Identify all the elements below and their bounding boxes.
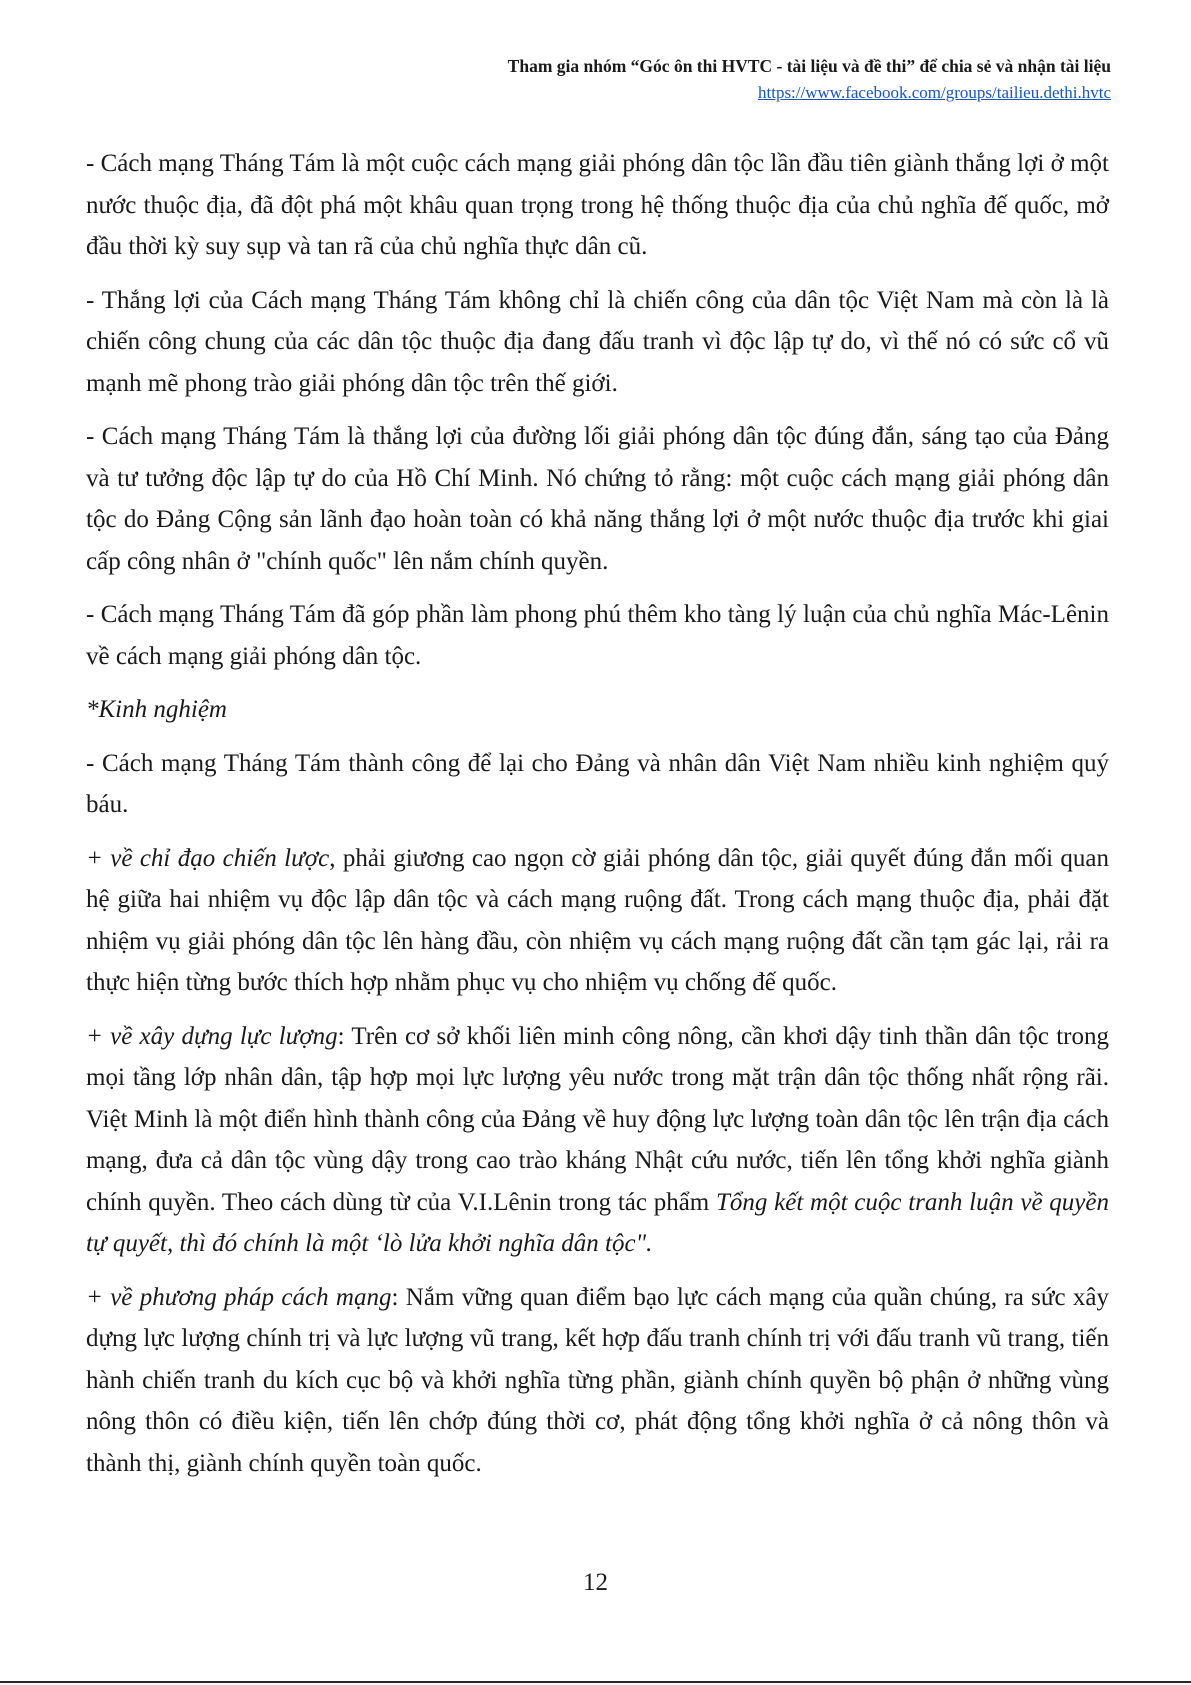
bottom-divider: [0, 1681, 1191, 1683]
paragraph-lessons-intro: - Cách mạng Tháng Tám thành công để lại cho Đảng và nhân dân Việt Nam nhiều kinh nghiệm quý báu.: [86, 749, 1109, 818]
paragraph-significance-1: - Cách mạng Tháng Tám là một cuộc cách mạng giải phóng dân tộc lần đầu tiên giành thắng lợi ở một nước thuộc địa, đã đột phá một khâu quan trọng trong hệ thống thuộc địa của chủ nghĩa đế quốc, mở đầu thời kỳ suy sụp và tan rã của chủ nghĩa thực dân cũ.: [86, 150, 1109, 260]
method-text: : Nắm vững quan điểm bạo lực cách mạng của quần chúng, ra sức xây dựng lực lượng chính trị và lực lượng vũ trang, kết hợp đấu tranh chính trị với đấu tranh vũ trang, tiến hành chiến tranh du kích cục bộ và khởi nghĩa từng phần, giành chính quyền bộ phận ở những vùng nông thôn có điều kiện, tiến lên chớp đúng thời cơ, phát động tổng khởi nghĩa ở cả nông thôn và thành thị, giành chính quyền toàn quốc.: [86, 1283, 1109, 1477]
page-header: [508, 52, 1111, 106]
paragraph-significance-2: - Thắng lợi của Cách mạng Tháng Tám không chỉ là chiến công của dân tộc Việt Nam mà còn là là chiến công chung của các dân tộc thuộc địa đang đấu tranh vì độc lập tự do, vì thế nó có sức cổ vũ mạnh mẽ phong trào giải phóng dân tộc trên thế giới.: [86, 286, 1109, 397]
paragraph-method: [86, 1277, 1109, 1485]
forces-lead: + về xây dựng lực lượng: [86, 1022, 338, 1050]
header-group-link[interactable]: https://www.facebook.com/groups/tailieu.dethi.hvtc: [758, 83, 1111, 102]
page-number: 12: [583, 1569, 608, 1596]
strategy-text: , phải giương cao ngọn cờ giải phóng dân tộc, giải quyết đúng đắn mối quan hệ giữa hai nhiệm vụ độc lập dân tộc và cách mạng ruộng đất. Trong cách mạng thuộc địa, phải đặt nhiệm vụ giải phóng dân tộc lên hàng đầu, còn nhiệm vụ cách mạng ruộng đất cần tạm gác lại, rải ra thực hiện từng bước thích hợp nhằm phục vụ cho nhiệm vụ chống đế quốc.: [86, 844, 1109, 996]
paragraph-significance-4: - Cách mạng Tháng Tám đã góp phần làm phong phú thêm kho tàng lý luận của chủ nghĩa Mác-Lênin về cách mạng giải phóng dân tộc.: [86, 601, 1109, 670]
paragraph-strategy: [86, 838, 1109, 1004]
forces-quote: Tổng kết một cuộc tranh luận về quyền tự quyết, thì đó chính là một ‘lò lửa khởi nghĩa dân tộc".: [86, 1188, 1109, 1257]
paragraph-significance-3: - Cách mạng Tháng Tám là thắng lợi của đường lối giải phóng dân tộc đúng đắn, sáng tạo của Đảng và tư tưởng độc lập tự do của Hồ Chí Minh. Nó chứng tỏ rằng: một cuộc cách mạng giải phóng dân tộc do Đảng Cộng sản lãnh đạo hoàn toàn có khả năng thắng lợi ở một nước thuộc địa trước khi giai cấp công nhân ở "chính quốc" lên nắm chính quyền.: [86, 423, 1109, 575]
section-heading-kinh-nghiem: *Kinh nghiệm: [86, 696, 227, 723]
strategy-lead: + về chỉ đạo chiến lược: [86, 844, 330, 872]
paragraph-forces: [86, 1016, 1109, 1265]
method-lead: + về phương pháp cách mạng: [86, 1283, 392, 1311]
forces-text: : Trên cơ sở khối liên minh công nông, cần khơi dậy tinh thần dân tộc trong mọi tầng lớp nhân dân, tập hợp mọi lực lượng yêu nước trong mặt trận dân tộc thống nhất rộng rãi. Việt Minh là một điển hình thành công của Đảng về huy động lực lượng toàn dân tộc lên trận địa cách mạng, đưa cả dân tộc vùng dậy trong cao trào kháng Nhật cứu nước, tiến lên tổng khởi nghĩa giành chính quyền. Theo cách dùng từ của V.I.Lênin trong tác phẩm: [86, 1022, 1109, 1216]
header-group-notice: Tham gia nhóm “Góc ôn thi HVTC - tài liệu và đề thi” để chia sẻ và nhận tài liệu: [507, 56, 1111, 76]
document-body: [86, 143, 1109, 1496]
